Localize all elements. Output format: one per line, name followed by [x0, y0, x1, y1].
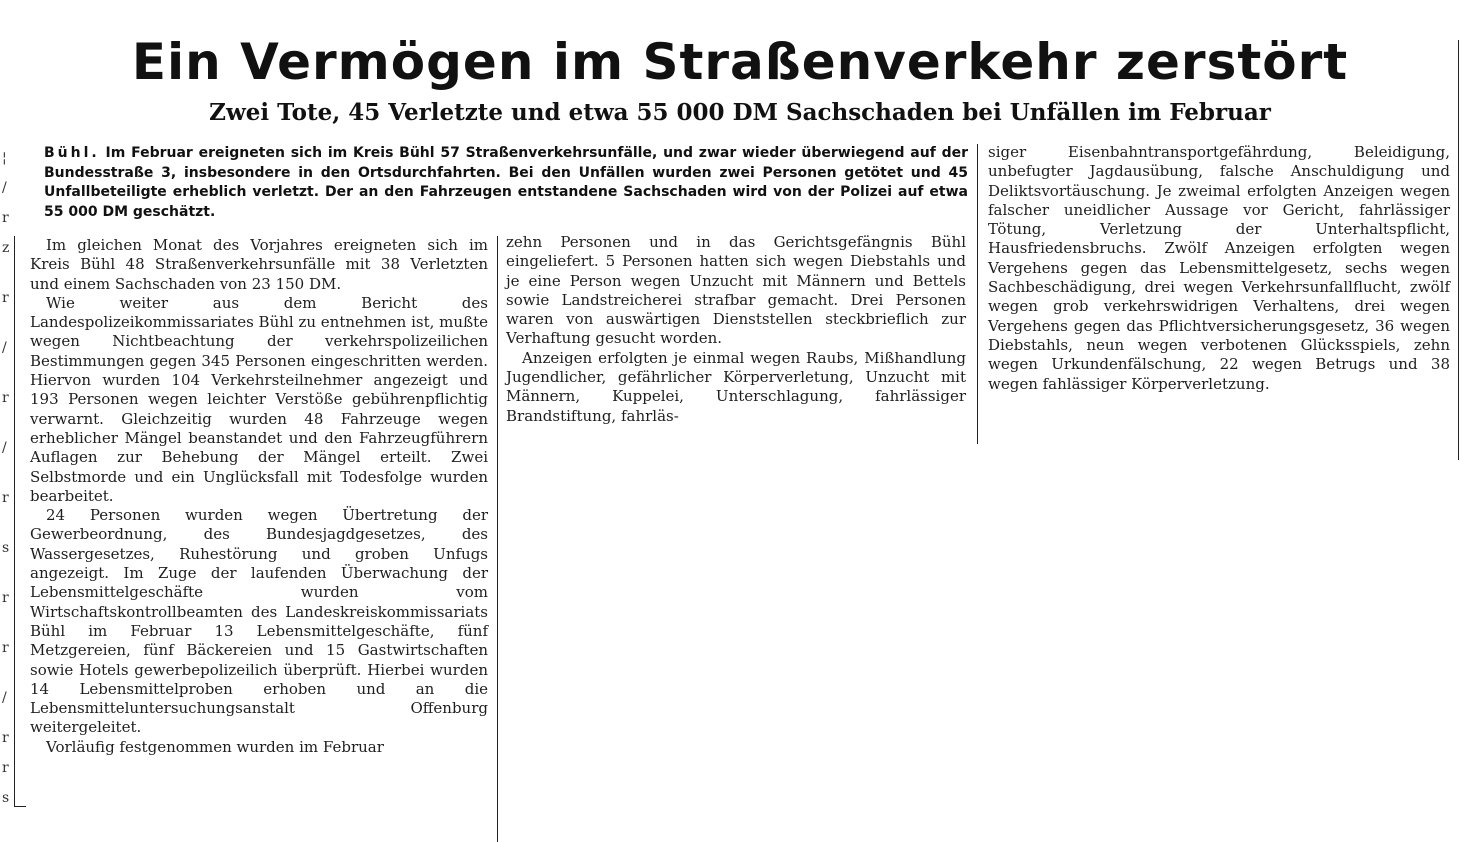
paragraph: siger Eisenbahntransportgefährdung, Beleidigung, unbefugter Jagdausübung, falsche Anschuldigung und Deliktsvortäuschung. Je zweimal erfolgten Anzeigen wegen falscher uneidlicher Aussage vor Gericht, fahrlässiger Tötung, Verletzung der Unterhaltspflicht, Hausfriedensbruchs. Zwölf Anzeigen erfolgten wegen Vergehens gegen das Lebensmittelgesetz, sechs wegen Sachbeschädigung, drei wegen Verkehrsunfallflucht, zwölf wegen grob verkehrswidrigen Verhaltens, drei wegen Vergehens gegen das Pflichtversicherungsgesetz, 36 wegen Diebstahls, neun wegen verbotenen Glücksspiels, zehn wegen Urkundenfälschung, 22 wegen Betrugs und 38 wegen fahlässiger Körperverletzung. — [988, 143, 1450, 393]
margin-fragment: r — [2, 760, 9, 776]
margin-fragment: r — [2, 210, 9, 226]
margin-fragment: s — [2, 790, 10, 806]
column-rule — [977, 144, 978, 444]
margin-fragment: / — [2, 180, 7, 196]
column-rule — [1458, 40, 1459, 460]
paragraph: Vorläufig festgenommen wurden im Februar — [46, 737, 384, 756]
paragraph: Wie weiter aus dem Bericht des Landespolizeikommissariates Bühl zu entnehmen ist, mußte wegen Nichtbeachtung der verkehrspolizeilichen Bestimmungen gegen 345 Personen eingeschritten werden. Hiervon wurden 104 Verkehrsteilnehmer angezeigt und 193 Personen wegen leichter Verstöße gebührenpflichtig verwarnt. Gleichzeitig wurden 48 Fahrzeuge wegen erheblicher Mängel beanstandet und den Fahrzeugführern Auflagen zur Behebung der Mängel erteilt. Zwei Selbstmorde und ein Unglücksfall mit Todesfolge wurden bearbeitet. — [30, 293, 488, 505]
column-rule — [497, 236, 498, 842]
margin-rule — [14, 806, 26, 807]
column-1 — [30, 236, 488, 757]
margin-fragment: r — [2, 390, 9, 406]
margin-fragment: / — [2, 440, 7, 456]
column-3 — [988, 143, 1450, 394]
margin-fragment: r — [2, 590, 9, 606]
left-margin-fragments — [0, 140, 14, 830]
margin-fragment: r — [2, 640, 9, 656]
margin-fragment: r — [2, 290, 9, 306]
column-rule — [14, 236, 15, 806]
lead-paragraph — [44, 144, 968, 222]
subheadline: Zwei Tote, 45 Verletzte und etwa 55 000 DM Sachschaden bei Unfällen im Februar — [209, 99, 1271, 126]
margin-fragment: ¦ — [2, 150, 7, 166]
margin-fragment: z — [2, 240, 10, 256]
margin-fragment: r — [2, 730, 9, 746]
paragraph: Anzeigen erfolgten je einmal wegen Raubs, Mißhandlung Jugendlicher, gefährlicher Körperverletung, Unzucht mit Männern, Kuppelei, Unterschlagung, fahrlässiger Brandstiftung, fahrläs- — [506, 348, 966, 425]
paragraph: zehn Personen und in das Gerichtsgefängnis Bühl eingeliefert. 5 Personen hatten sich wegen Diebstahls und je eine Person wegen Unzucht mit Männern und Bettels sowie Landstreicherei strafbar gemacht. Drei Personen waren von auswärtigen Dienststellen steckbrieflich zur Verhaftung gesucht worden. — [506, 233, 966, 348]
margin-fragment: / — [2, 340, 7, 356]
paragraph: Im gleichen Monat des Vorjahres ereigneten sich im Kreis Bühl 48 Straßenverkehrsunfälle mit 38 Verletzten und einem Sachschaden von 23 150 DM. — [30, 236, 488, 293]
headline: Ein Vermögen im Straßenverkehr zerstört — [131, 33, 1349, 91]
margin-fragment: s — [2, 540, 10, 556]
margin-fragment: / — [2, 690, 7, 706]
column-2 — [506, 233, 966, 426]
margin-fragment: r — [2, 490, 9, 506]
paragraph: 24 Personen wurden wegen Übertretung der Gewerbeordnung, des Bundesjagdgesetzes, des Wassergesetzes, Ruhestörung und groben Unfugs angezeigt. Im Zuge der laufenden Überwachung der Lebensmittelgeschäfte wurden vom Wirtschaftskontrollbeamten des Landeskreiskommissariats Bühl im Februar 13 Lebensmittelgeschäfte, fünf Metzgereien, fünf Bäckereien und 15 Gastwirtschaften sowie Hotels gewerbepolizeilich überprüft. Hierbei wurden 14 Lebensmittelproben erhoben und an die Lebensmitteluntersuchungsanstalt Offenburg weitergeleitet. — [30, 506, 488, 737]
lead-text: Im Februar ereigneten sich im Kreis Bühl 57 Straßenverkehrsunfälle, und zwar wieder überwiegend auf der Bundesstraße 3, insbesondere in den Ortsdurchfahrten. Bei den Unfällen wurden zwei Personen getötet und 45 Unfallbeteiligte erheblich verletzt. Der an den Fahrzeugen entstandene Sachschaden wird von der Polizei auf etwa 55 000 DM geschätzt. — [44, 145, 969, 220]
lead-place: Bühl. — [44, 145, 100, 161]
